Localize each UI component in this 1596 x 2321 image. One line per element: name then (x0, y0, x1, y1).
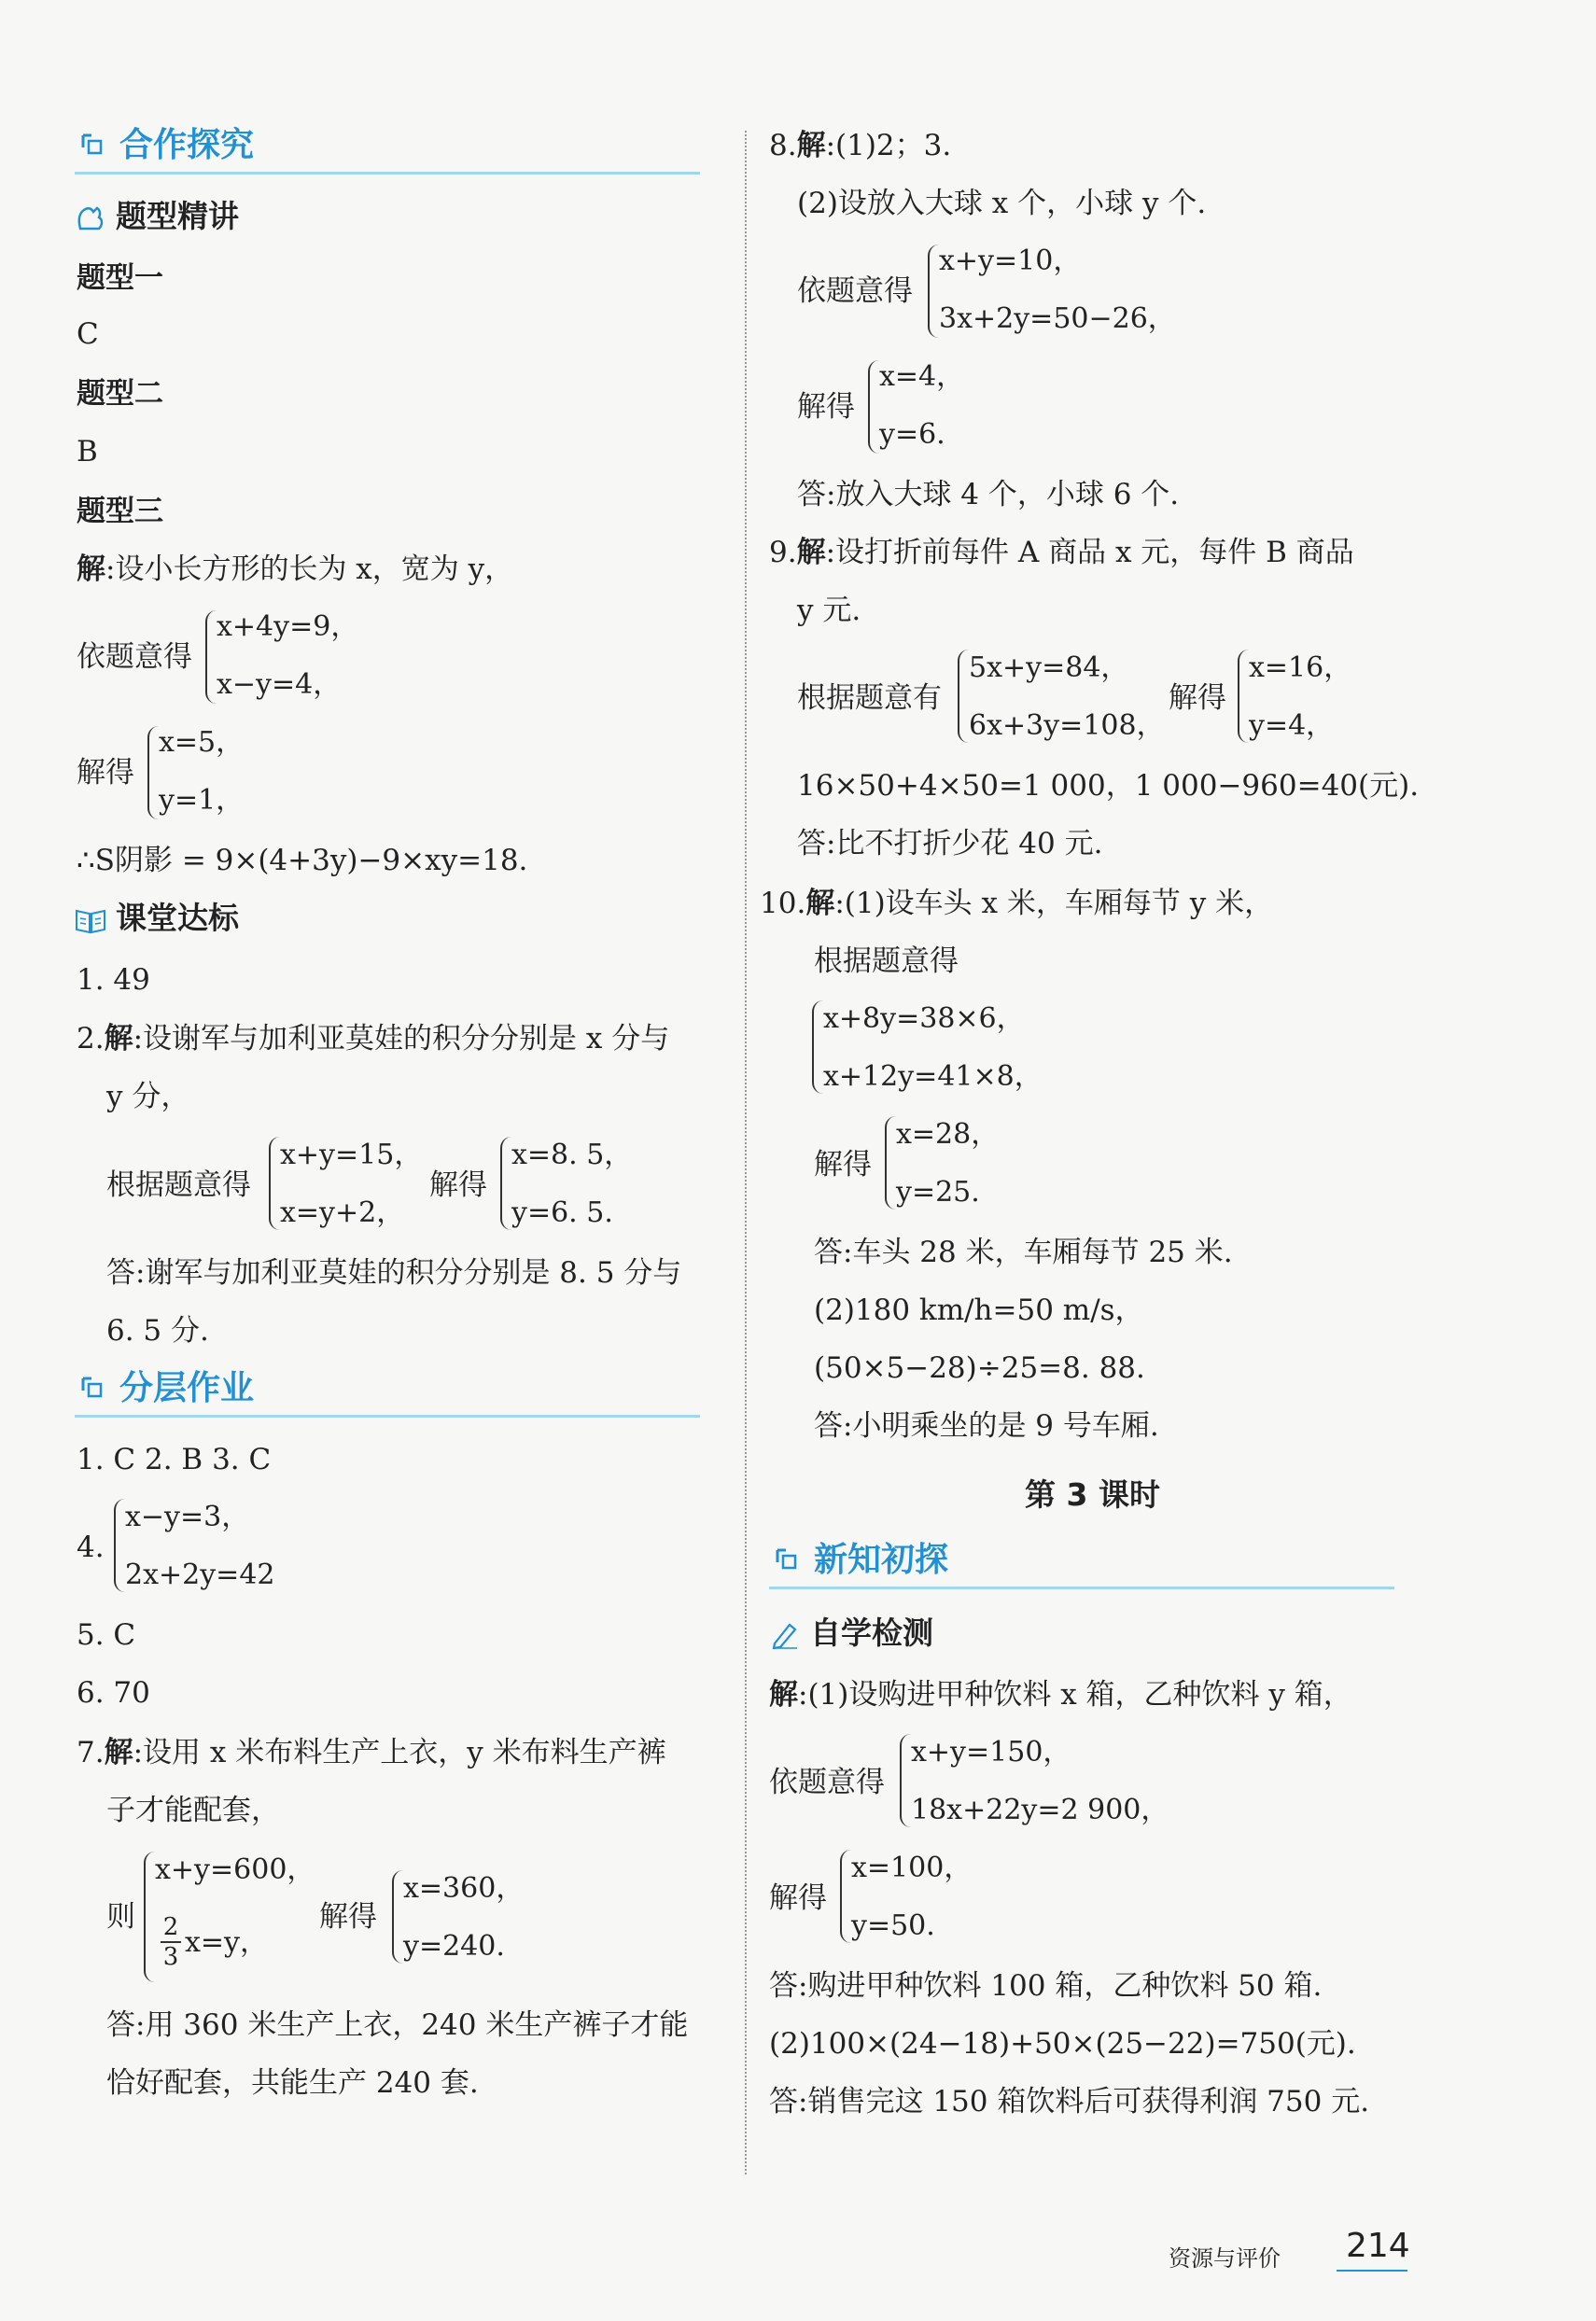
solve-label: 解得 (769, 1881, 827, 1915)
question-type-2: 题型二 (77, 377, 163, 411)
brace (269, 1137, 280, 1230)
list-item: 5. C (77, 1618, 136, 1652)
section-title: 分层作业 (119, 1369, 255, 1407)
list-item: 6. 70 (77, 1676, 150, 1710)
brace (958, 650, 969, 743)
answer-line: 6. 5 分. (106, 1314, 209, 1348)
bookmark-icon (80, 1376, 105, 1400)
solution-intro: 解:(1)设购进甲种饮料 x 箱，乙种饮料 y 箱， (769, 1678, 1352, 1712)
answer-line: 恰好配套，共能生产 240 套. (106, 2066, 479, 2100)
section-title: 合作探究 (119, 126, 255, 164)
solve-label: 解得 (1169, 681, 1226, 715)
result: x=100， (851, 1852, 973, 1884)
list-item-cont: y 分， (106, 1080, 190, 1113)
book-icon (75, 906, 106, 934)
section-rule (75, 172, 700, 175)
answer-line: 答:放入大球 4 个，小球 6 个. (797, 478, 1180, 511)
section-heading-hezuo (75, 123, 700, 168)
sub-heading-ketang (75, 898, 239, 939)
question-type-1: 题型一 (77, 261, 163, 295)
pencil-icon (769, 1621, 801, 1649)
sub-title: 题型精讲 (116, 198, 239, 234)
list-item: 9.解:设打折前每件 A 商品 x 元，每件 B 商品 (769, 536, 1354, 569)
equation: x+y=600， (155, 1853, 315, 1886)
brace (392, 1870, 403, 1964)
result: y=50. (851, 1909, 935, 1942)
equation: 6x+3y=108， (969, 709, 1165, 742)
equation: x+y=150， (911, 1736, 1071, 1769)
equation: x+12y=41×8， (823, 1060, 1043, 1093)
sub-title: 自学检测 (810, 1615, 933, 1651)
result: x=4， (879, 360, 965, 393)
list-item: 7.解:设用 x 米布料生产上衣，y 米布料生产裤 (77, 1736, 666, 1769)
page-number: 214 (1346, 2227, 1410, 2265)
column-divider (745, 131, 747, 2174)
solve-label: 解得 (77, 756, 134, 790)
result: x=16， (1249, 651, 1352, 684)
answer-line: 答:用 360 米生产上衣，240 米生产裤子才能 (106, 2008, 689, 2042)
section-heading-xinzhi (769, 1538, 1394, 1583)
result: x=8. 5， (511, 1139, 633, 1171)
list-item-cont: 子才能配套， (106, 1794, 280, 1827)
equation: 3x+2y=50−26， (939, 302, 1176, 335)
list-item-cont: y 元. (797, 594, 861, 627)
answer-line: 答:车头 28 米，车厢每节 25 米. (814, 1236, 1233, 1269)
equation-label: 依题意得 (77, 640, 192, 674)
brace (900, 1734, 911, 1827)
brace (1238, 650, 1249, 743)
list-item: 10.解:(1)设车头 x 米，车厢每节 y 米， (760, 887, 1274, 920)
result: y=4， (1249, 709, 1335, 742)
result: x=5， (159, 726, 245, 759)
list-item-number: 4. (77, 1531, 105, 1564)
solve-label: 解得 (797, 390, 855, 424)
equation: x+y=10， (939, 245, 1082, 277)
equation-label: 依题意得 (797, 274, 913, 308)
result: y=6. (879, 418, 945, 451)
brace (500, 1137, 511, 1230)
result: y=6. 5. (511, 1196, 613, 1229)
sub-heading-zixue (769, 1613, 933, 1654)
result: y=25. (896, 1176, 980, 1209)
solve-label: 解得 (429, 1168, 487, 1202)
equation: x=y， (185, 1926, 269, 1959)
answer-1: C (77, 317, 99, 351)
fraction-numerator: 2 (162, 1913, 179, 1941)
answer-line: 答:销售完这 150 箱饮料后可获得利润 750 元. (769, 2085, 1370, 2118)
brace (868, 360, 879, 454)
calculation: (50×5−28)÷25=8. 88. (814, 1351, 1145, 1385)
brace (205, 610, 217, 704)
section-rule (75, 1415, 700, 1418)
then-label: 则 (106, 1900, 135, 1934)
equation-label: 根据题意有 (797, 681, 942, 715)
section-rule (769, 1587, 1394, 1589)
equation-label: 根据题意得 (106, 1168, 251, 1202)
fraction-denominator: 3 (162, 1943, 179, 1971)
brace (885, 1116, 896, 1209)
list-item: 8.解:(1)2；3. (769, 129, 952, 162)
sub-title: 课堂达标 (116, 900, 239, 936)
answer-line: 答:比不打折少花 40 元. (797, 827, 1103, 860)
equation: x+y=15， (280, 1139, 423, 1171)
calculation: (2)100×(24−18)+50×(25−22)=750(元). (769, 2027, 1356, 2061)
solve-label: 解得 (319, 1900, 377, 1934)
brace (114, 1499, 125, 1592)
footer-label: 资源与评价 (1169, 2245, 1281, 2272)
section-title: 新知初探 (814, 1541, 949, 1579)
list-item-cont: (2)设放入大球 x 个，小球 y 个. (797, 187, 1207, 220)
brace (812, 1000, 823, 1094)
solution-intro: 解:设小长方形的长为 x，宽为 y， (77, 552, 514, 586)
page-number-underline (1337, 2270, 1407, 2272)
answer-line: 答:购进甲种饮料 100 箱，乙种饮料 50 箱. (769, 1969, 1323, 2003)
bookmark-icon (775, 1547, 799, 1572)
equation: 5x+y=84， (969, 651, 1129, 684)
result: y=1， (159, 784, 245, 817)
list-item: 1. C 2. B 3. C (77, 1443, 272, 1476)
brace (840, 1850, 851, 1943)
equation: x−y=4， (217, 668, 342, 701)
section-heading-fenceng (75, 1366, 700, 1411)
calculation: 16×50+4×50=1 000，1 000−960=40(元). (797, 769, 1420, 803)
list-item-cont: 根据题意得 (814, 944, 959, 978)
brace (928, 245, 939, 338)
answer-2: B (77, 435, 98, 468)
question-type-3: 题型三 (77, 495, 163, 528)
equation: 18x+22y=2 900， (911, 1794, 1169, 1826)
list-item: 2.解:设谢军与加利亚莫娃的积分分别是 x 分与 (77, 1022, 670, 1056)
final-line: ∴S阴影 = 9×(4+3y)−9×xy=18. (77, 844, 528, 877)
list-item: 1. 49 (77, 963, 150, 997)
equation: 2x+2y=42 (125, 1559, 275, 1591)
hand-icon (75, 204, 106, 232)
equation: x+4y=9， (217, 610, 359, 643)
answer-line: 答:小明乘坐的是 9 号车厢. (814, 1409, 1159, 1443)
solve-label: 解得 (814, 1148, 872, 1181)
result: x=28， (896, 1118, 1000, 1151)
equation: x+8y=38×6， (823, 1002, 1025, 1035)
list-item-cont: (2)180 km/h=50 m/s， (814, 1293, 1144, 1327)
result: x=360， (403, 1872, 525, 1905)
bookmark-icon (80, 133, 105, 157)
result: y=240. (403, 1930, 505, 1963)
brace (147, 726, 159, 819)
brace (144, 1852, 155, 1982)
sub-heading-tixing (75, 196, 239, 237)
equation: x−y=3， (125, 1501, 250, 1533)
equation-label: 依题意得 (769, 1766, 885, 1799)
answer-line: 答:谢军与加利亚莫娃的积分分别是 8. 5 分与 (106, 1256, 682, 1290)
lesson-heading: 第 3 课时 (1025, 1476, 1160, 1513)
equation: x=y+2， (280, 1196, 405, 1229)
